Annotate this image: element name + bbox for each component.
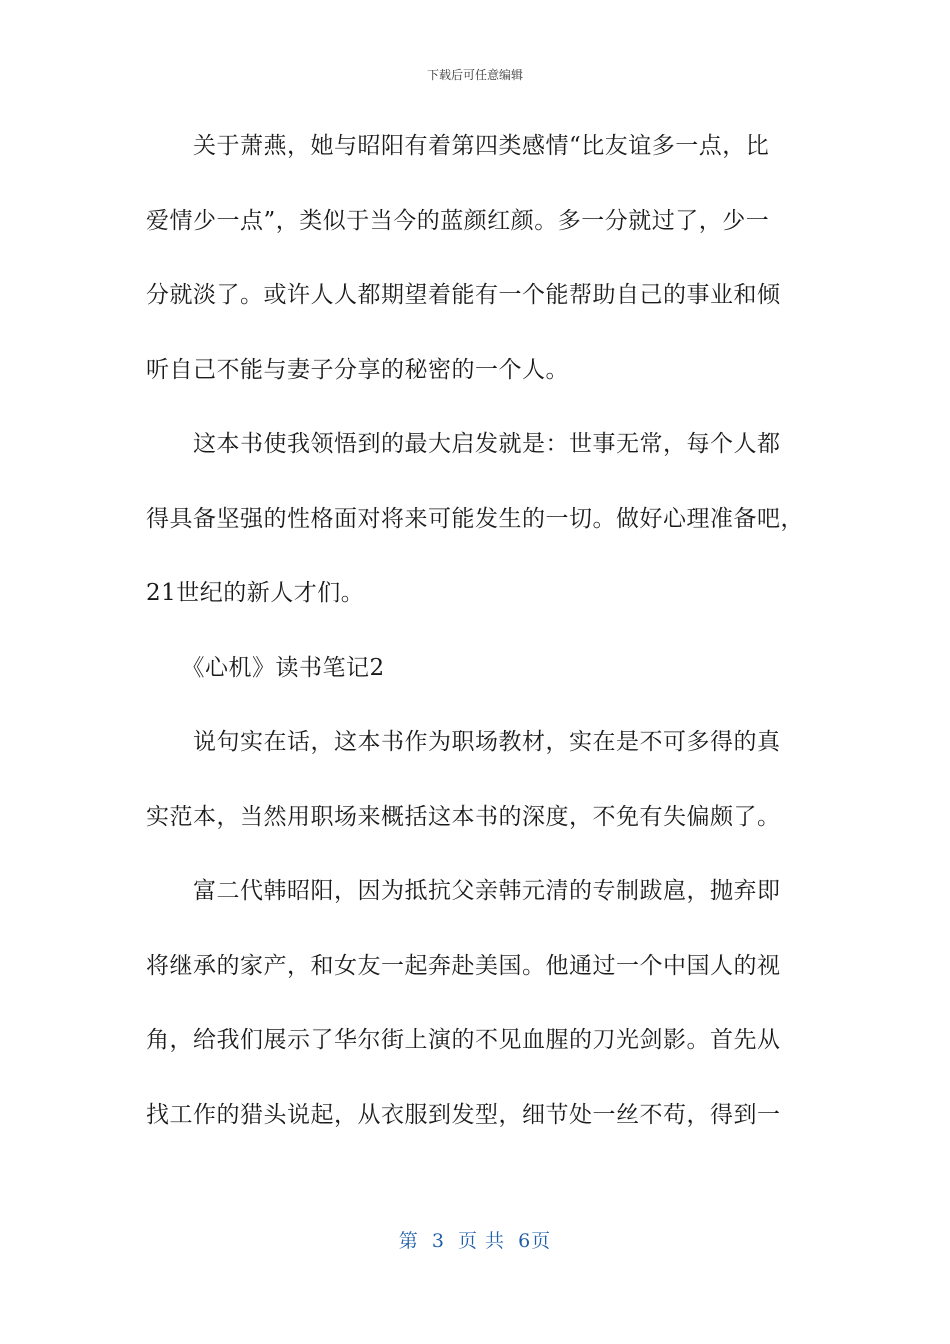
page-number: 3	[431, 1230, 445, 1252]
section-heading: 《心机》读书笔记2	[146, 654, 385, 681]
text-line: 21世纪的新人才们。	[146, 580, 365, 606]
text-line: 将继承的家产，和女友一起奔赴美国。他通过一个中国人的视	[146, 952, 781, 979]
text-line: 富二代韩昭阳，因为抵抗父亲韩元清的专制跋扈，抛弃即	[146, 878, 781, 904]
text-line: 听自己不能与妻子分享的秘密的一个人。	[146, 356, 569, 383]
page-total: 6页	[518, 1230, 552, 1252]
text-line: 分就淡了。或许人人都期望着能有一个能帮助自己的事业和倾	[146, 282, 781, 308]
text-line: 这本书使我领悟到的最大启发就是：世事无常，每个人都	[146, 431, 781, 457]
page-footer	[0, 1226, 950, 1253]
text-line: 爱情少一点”，类似于当今的蓝颜红颜。多一分就过了，少一	[146, 207, 770, 234]
footer-prefix: 第	[398, 1230, 419, 1252]
text-line: 实范本，当然用职场来概括这本书的深度，不免有失偏颇了。	[146, 803, 781, 830]
text-line: 角，给我们展示了华尔街上演的不见血腥的刀光剑影。首先从	[146, 1027, 781, 1053]
footer-middle: 页 共	[458, 1230, 506, 1252]
page-header: 下载后可任意编辑	[426, 68, 523, 82]
text-line: 得具备坚强的性格面对将来可能发生的一切。做好心理准备吧，	[146, 505, 804, 532]
text-line: 关于萧燕，她与昭阳有着第四类感情“比友谊多一点，比	[146, 133, 770, 159]
text-line: 找工作的猎头说起，从衣服到发型，细节处一丝不苟，得到一	[146, 1101, 781, 1128]
document-body	[146, 122, 804, 1165]
text-line: 说句实在话，这本书作为职场教材，实在是不可多得的真	[146, 729, 781, 755]
